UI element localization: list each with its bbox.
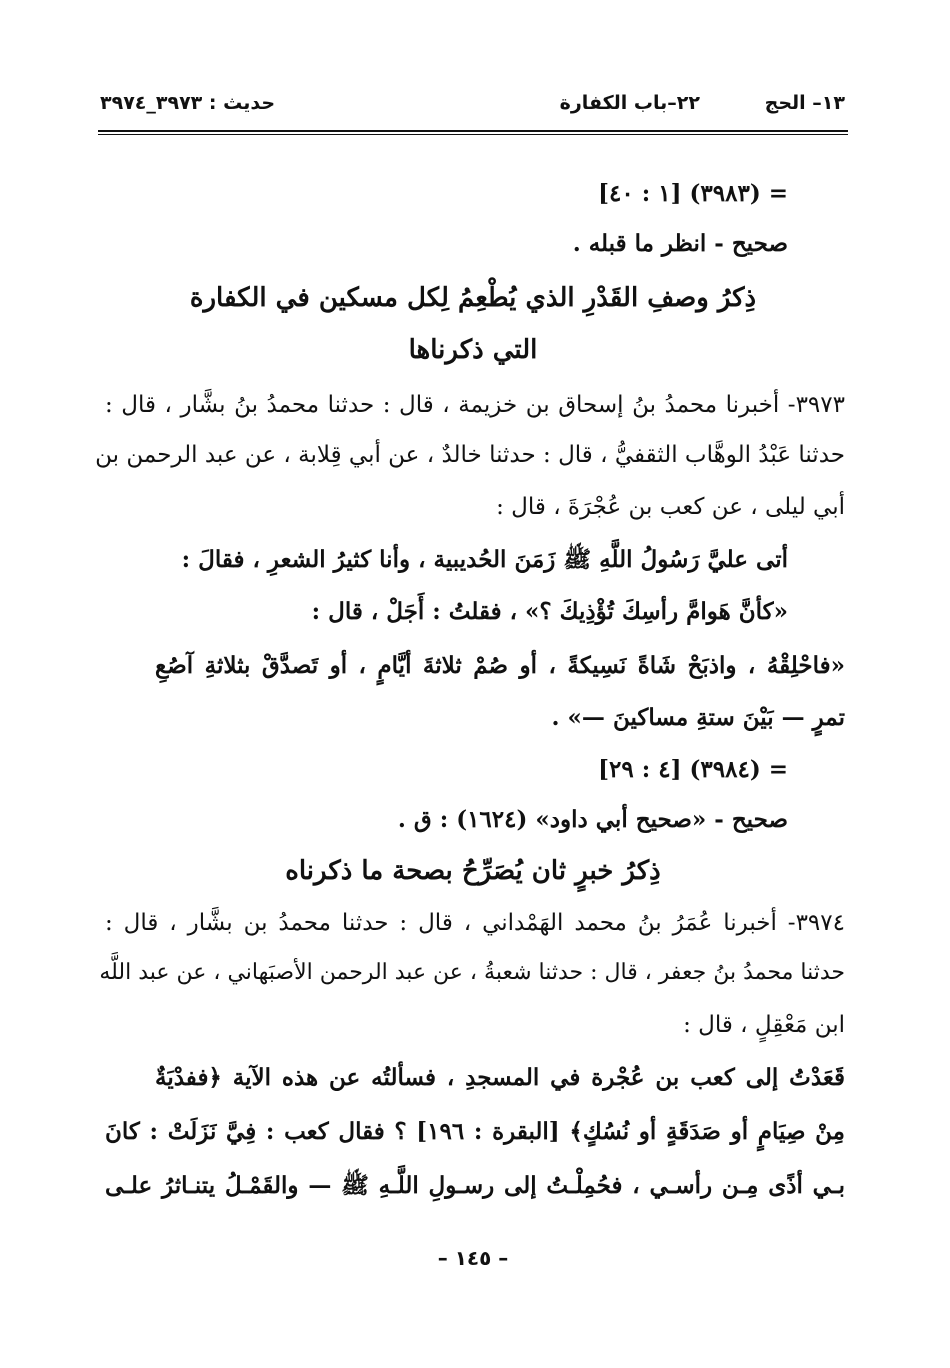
hadith-3974-matn-line-2: مِنْ صِيَامٍ أو صَدَقَةٍ أو نُسُكٍ﴾ [البقرة : ١٩٦] ؟ فقال كعب : فِيَّ نَزَلَتْ : كانَ	[105, 1118, 845, 1145]
hadith-3974-matn-line-3: بـي أذًى مِـن رأسـي ، فحُمِلْـتُ إلى رسـولِ اللَّـهِ ﷺ — والقَمْـلُ يتنـاثرُ علـى	[105, 1172, 845, 1199]
grade-prev: صحيح - انظر ما قبله .	[572, 230, 788, 257]
header-chapter-title: ٢٢–باب الكفارة	[559, 92, 700, 114]
hadith-3973-isnad-line-3: أبي ليلى ، عن كعب بن عُجْرَةَ ، قال :	[496, 494, 845, 520]
section-heading-1-line-1: ذِكرُ وصفِ القَدْرِ الذي يُطْعِمُ لِكل مسكين في الكفارة	[189, 283, 757, 313]
reference-3973: = (٣٩٨٤) [٤ : ٢٩]	[598, 756, 788, 783]
page-number: – ١٤٥ –	[437, 1246, 509, 1270]
hadith-3973-matn-line-4: تمرٍ — بَيْنَ ستةِ مساكينَ —» .	[551, 704, 845, 731]
header-rule	[98, 130, 848, 132]
hadith-3973-matn-line-3: «فاحْلِقْهُ ، واذبَحْ شَاةً نَسِيكةً ، أو صُمْ ثلاثةَ أيَّامٍ ، أو تَصدَّقْ بثلاثةِ آصُعِ	[155, 652, 845, 679]
hadith-3973-isnad-line-2: حدثنا عَبْدُ الوهَّاب الثقفيُّ ، قال : حدثنا خالدٌ ، عن أبي قِلابة ، عن عبد الرحمن بن	[95, 442, 845, 468]
hadith-3974-isnad-line-3: ابن مَعْقِلٍ ، قال :	[683, 1012, 845, 1038]
hadith-3973-matn-line-1: أتى عليَّ رَسُولُ اللَّهِ ﷺ زَمَنَ الحُديبية ، وأنا كثيرُ الشعرِ ، فقالَ :	[181, 546, 788, 573]
reference-prev: = (٣٩٨٣) [١ : ٤٠]	[598, 180, 788, 207]
header-hadith-range: حديث : ٣٩٧٣_٣٩٧٤	[100, 92, 276, 114]
grade-3973: صحيح - «صحيح أبي داود» (١٦٢٤) : ق .	[397, 806, 788, 833]
section-heading-2: ذِكرُ خبرٍ ثان يُصَرِّحُ بصحة ما ذكرناه	[285, 856, 661, 886]
header-book-title: ١٣– الحج	[764, 92, 845, 114]
section-heading-1-line-2: التي ذكرناها	[408, 335, 538, 365]
hadith-3974-isnad-line-2: حدثنا محمدُ بنُ جعفر ، قال : حدثنا شعبةُ ، عن عبد الرحمن الأصبَهاني ، عن عبد اللَّه	[99, 960, 845, 985]
hadith-3973-isnad-line-1: ٣٩٧٣- أخبرنا محمدُ بنُ إسحاق بن خزيمة ، قال : حدثنا محمدُ بنُ بشَّار ، قال :	[105, 392, 845, 418]
hadith-3974-matn-line-1: قَعَدْتُ إلى كعب بن عُجْرة في المسجدِ ، فسألتُه عن هذه الآية ﴿ففدْيَةٌ	[155, 1064, 845, 1091]
hadith-3973-matn-line-2: «كأنَّ هَوامَّ رأسِكَ تُؤْذِيكَ ؟» ، فقلتُ : أَجَلْ ، قال :	[311, 598, 788, 625]
header-rule-thin	[98, 134, 848, 135]
hadith-3974-isnad-line-1: ٣٩٧٤- أخبرنا عُمَرُ بنُ محمد الهَمْداني ، قال : حدثنا محمدُ بن بشَّار ، قال :	[105, 910, 845, 936]
